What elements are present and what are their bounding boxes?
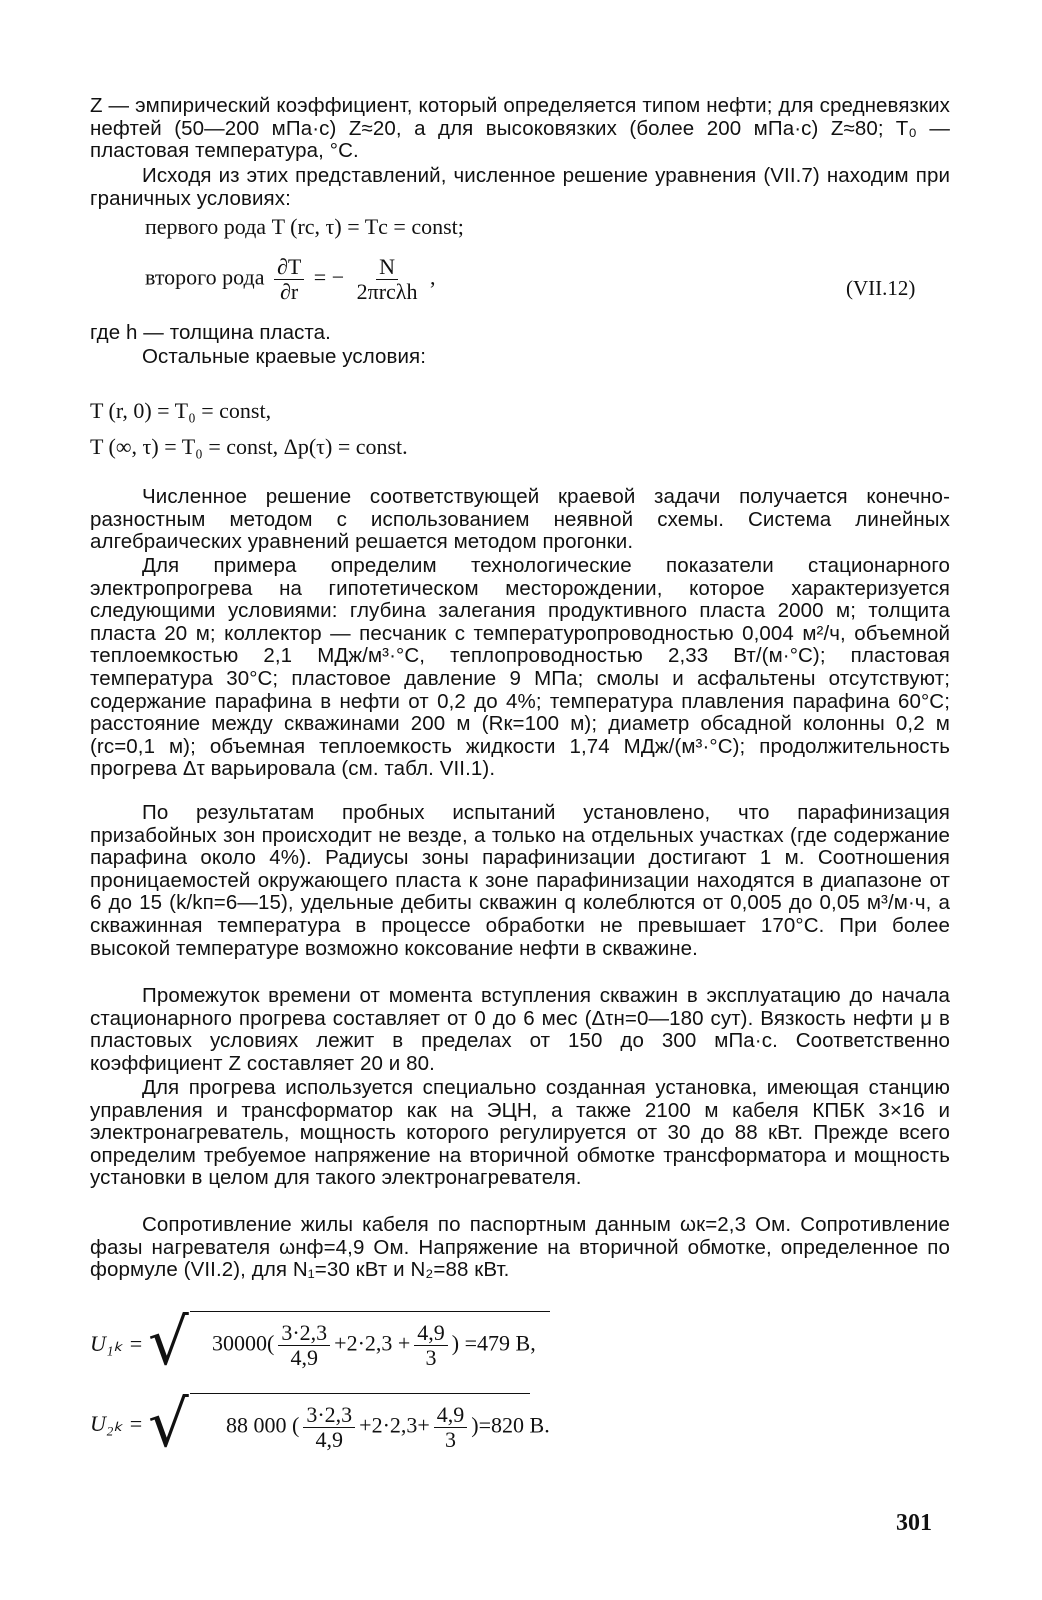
u2k-expression: 88 000 ( $\frac{3\cdot 2,3}{4,9}$ +2·2,3+ $\frac{4,9}{3}$ )=820 В.	[226, 1402, 550, 1452]
paragraph-z-coefficient: Z — эмпирический коэффициент, который определяется типом нефти; для средневязких нефтей (50—200 мПа·с) Z≈20, а для высоковязких (более 200 мПа·с) Z≈80; T₀ — пластовая температура, °С.	[90, 94, 950, 163]
second-kind-label: второго рода	[145, 264, 265, 290]
fraction-numerator: N	[376, 255, 398, 280]
u1k-expression: 30000( $\frac{3\cdot 2,3}{4,9}$ +2·2,3 + $\frac{4,9}{3}$ ) =479 В,	[212, 1320, 536, 1370]
fraction-dT-dr	[274, 255, 304, 304]
paragraph-test-results: По результатам пробных испытаний установлено, что парафинизация призабойных зон происходит не везде, а только на отдельных участках (где содержание парафина около 4%). Радиусы зоны парафинизации достигают 1 м. Соотношения проницаемостей окружающего пласта к зоне парафинизации находятся в диапазоне от 6 до 15 (k/kп=6—15), удельные дебиты скважин q колеблются от 0,005 до 0,05 м³/м·ч, а скважинная температура в процессе обработки не превышает 170°С. При более высокой температуре возможно коксование нефти в скважине.	[90, 801, 951, 960]
square-root-icon: √	[148, 1388, 189, 1462]
u2k-coefficient: 88 000	[226, 1412, 287, 1438]
paragraph-finite-difference: Численное решение соответствующей краевой задачи получается конечно-разностным методом с использованием неявной схемы. Система линейных алгебраических уравнений решается методом прогонки.	[90, 485, 950, 554]
formula-u2k	[90, 1385, 650, 1465]
fraction-N-denom	[354, 255, 421, 304]
comma: ,	[429, 264, 436, 290]
u1k-label: U₁ₖ =	[90, 1331, 144, 1356]
equation-first-kind: первого рода T (rс, τ) = Tс = const;	[145, 214, 464, 239]
u1k-result: =479 В,	[464, 1330, 536, 1356]
equation-second-kind	[145, 255, 435, 304]
paragraph-installation: Для прогрева используется специально созданная установка, имеющая станцию управления и трансформатор как на ЭЦН, а также 2100 м кабеля КПБК 3×16 и электронагреватель, мощность которого регулируется от 30 до 88 кВт. Прежде всего определим требуемое напряжение на вторичной обмотке трансформатора и мощность установки в целом для такого электронагревателя.	[90, 1076, 950, 1190]
fraction-numerator: 4,9	[434, 1403, 468, 1428]
fraction-denominator: 3	[445, 1427, 457, 1452]
fraction-numerator: ∂T	[274, 255, 304, 280]
root-overline	[190, 1311, 550, 1312]
u2k-fraction-1	[303, 1403, 355, 1452]
u1k-fraction-1	[278, 1321, 330, 1370]
paragraph-h-definition: где h — толщина пласта.	[90, 321, 331, 344]
root-overline	[190, 1393, 530, 1394]
paragraph-resistance: Сопротивление жилы кабеля по паспортным данным ωк=2,3 Ом. Сопротивление фазы нагревателя ωнф=4,9 Ом. Напряжение на вторичной обмотке, определенное по формуле (VII.2), для N₁=30 кВт и N₂=88 кВт.	[90, 1213, 950, 1282]
square-root-icon: √	[148, 1306, 189, 1380]
equation-boundary-2: T (∞, τ) = T₀ = const, Δp(τ) = const.	[90, 434, 408, 459]
fraction-denominator: ∂r	[280, 279, 299, 304]
u2k-middle: +2·2,3+	[359, 1412, 430, 1438]
fraction-denominator: 2πrсλh	[356, 279, 418, 304]
u1k-fraction-2	[414, 1321, 448, 1370]
fraction-denominator: 4,9	[290, 1345, 318, 1370]
paragraph-example-conditions: Для примера определим технологические показатели стационарного электропрогрева на гипотетическом месторождении, которое характеризуется следующими условиями: глубина залегания продуктивного пласта 2000 м; толщита пласта 20 м; коллектор — песчаник с температуропроводностью 0,004 м²/ч, объемной теплоемкостью 2,1 МДж/м³·°С, теплопроводностью 2,33 Вт/(м·°С); пластовая температура 30°С; пластовое давление 9 МПа; смолы и асфальтены отсутствуют; содержание парафина в нефти от 0,2 до 4%; температура плавления парафина 60°С; расстояние между скважинами 200 м (Rк=100 м); диаметр обсадной колонны 0,2 м (rс=0,1 м); объемная теплоемкость жидкости 1,74 МДж/(м³·°С); продолжительность прогрева Δτ варьировала (см. табл. VII.1).	[90, 554, 950, 781]
u2k-fraction-2	[434, 1403, 468, 1452]
equation-number: (VII.12)	[846, 276, 916, 300]
equals-minus: = −	[313, 264, 345, 290]
u2k-label: U₂ₖ =	[90, 1411, 144, 1436]
fraction-numerator: 3·2,3	[278, 1321, 330, 1346]
page-number: 301	[896, 1510, 932, 1536]
paragraph-numerical-solution-intro: Исходя из этих представлений, численное решение уравнения (VII.7) находим при граничных условиях:	[90, 164, 950, 210]
u1k-coefficient: 30000	[212, 1330, 267, 1356]
u2k-result: =820 В.	[478, 1412, 550, 1438]
formula-u1k	[90, 1305, 650, 1385]
fraction-denominator: 3	[425, 1345, 437, 1370]
u1k-middle: +2·2,3 +	[334, 1330, 411, 1356]
equation-boundary-1: T (r, 0) = T₀ = const,	[90, 398, 272, 423]
paragraph-time-interval: Промежуток времени от момента вступления скважин в эксплуатацию до начала стационарного прогрева составляет от 0 до 6 мес (Δτн=0—180 сут). Вязкость нефти μ в пластовых условиях лежит в пределах от 150 до 300 мПа·с. Соответственно коэффициент Z составляет 20 и 80.	[90, 984, 950, 1075]
paragraph-boundary-intro: Остальные краевые условия:	[142, 345, 427, 368]
fraction-denominator: 4,9	[315, 1427, 343, 1452]
fraction-numerator: 4,9	[414, 1321, 448, 1346]
fraction-numerator: 3·2,3	[303, 1403, 355, 1428]
